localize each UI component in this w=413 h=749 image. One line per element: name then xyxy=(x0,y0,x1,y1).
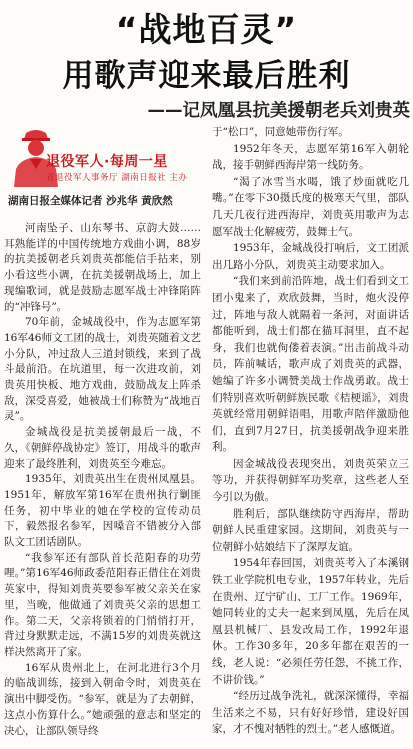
paragraph-continued: 于“松口”，同意她带伤行军。 xyxy=(212,126,349,138)
paragraph: “我们来到前沿阵地，战士们看到文工团小鬼来了，欢欣鼓舞，当时，炮火没停过，阵地与敌人就隔着一条河，对面讲话都能听到，战士们都在猫耳洞里，直不起身，我们也就佝偻着表演。”出击前战斗动员，阵前喊话，歌声成了刘贵英的武器，她编了许多小调赞美战士作战勇敢。战士们特别喜欢听朝鲜族民歌《桔梗谣》，刘贵英就经常用朝鲜语唱，用歌声陪伴激励他们，直到7月27日，抗美援朝战争迎来胜利。 xyxy=(212,275,409,454)
paragraph: “我参军还有部队首长范阳春的功劳哩。”第16军46师政委范阳春正借住在刘贵英家中，得知刘贵英要参军被父亲关在家里，当晚，他做通了刘贵英父亲的思想工作。第二天，父亲将锁着的门悄悄打开，背过身默默走远，不满15岁的刘贵英就这样决然离开了家。 xyxy=(4,551,201,658)
paragraph: 1954年春回国，刘贵英考入了本溪钢铁工业学院机电专业，1957年转业，先后在贵州、辽宁矿山、工厂工作。1969年，她同转业的丈夫一起来到凤凰，先后在凤凰县机械厂、县发改局工作，1992年退休。工作30多年，20多年都在艰苦的一线，老人说：“必须任劳任怨，不挑工作，不讲价钱。” xyxy=(212,557,409,686)
paragraph: 1952年冬天，志愿军第16军入朝轮战，接手朝鲜西海岸第一线防务。 xyxy=(212,142,409,172)
column-organizers: 省退役军人事务厅 湖南日报社 主办 xyxy=(46,173,188,183)
paragraph: 河南坠子、山东琴书、京韵大鼓……耳熟能详的中国传统地方戏曲小调，88岁的抗美援朝老兵刘贵英都能信手拈来，别小看这些小调，在抗美援朝战场上，加上现编歌词，就是鼓励志愿军战士冲锋陷阵的“冲锋号”。 xyxy=(4,222,201,313)
article-right-column xyxy=(212,124,409,738)
paragraph: 胜利后，部队继续防守西海岸，帮助朝鲜人民重建家园。这期间，刘贵英与一位朝鲜小姑娘结下了深厚友谊。 xyxy=(212,507,409,553)
headline-subtitle: ——记凤凰县抗美援朝老兵刘贵英 xyxy=(147,101,410,121)
paragraph: 1953年，金城战役打响后，文工团派出几路小分队，刘贵英主动要求加入。 xyxy=(212,242,409,271)
paragraph: 金城战役是抗美援朝最后一战，不久，《朝鲜停战协定》签订，用战斗的歌声迎来了最终胜利，刘贵英至今难忘。 xyxy=(4,426,201,470)
paragraph: 1935年，刘贵英出生在贵州凤凰县。1951年，解放军第16军在贵州执行剿匪任务，初中毕业的她在学校的宣传动员下，毅然报名参军，因嗓音不错被分入部队文工团话剧队。 xyxy=(4,473,201,549)
headline-second: 用歌声迎来最后胜利 xyxy=(62,58,351,94)
paragraph: “经历过战争洗礼，就深深懂得，幸福生活来之不易，只有好好珍惜，建设好国家，才不愧对牺牲的烈士。”老人感慨道。 xyxy=(212,690,409,736)
byline: 湖南日报全媒体记者 沙兆华 黄欣然 xyxy=(8,195,173,207)
article-left-column xyxy=(4,221,201,739)
column-name: 退役军人·每周一星 xyxy=(46,154,168,170)
paragraph: 16军从贵州北上，在河北进行3个月的临战训练，接到入朝命令时，刘贵英在演出中脚受伤。“参军，就是为了去朝鲜，这点小伤算什么。”她顽强的意志和坚定的决心，让部队领导终 xyxy=(4,661,201,737)
headline-main: “战地百灵” xyxy=(115,10,298,49)
paragraph: 70年前，金城战役中，作为志愿军第16军46师文工团的战士，刘贵英随着文艺小分队，冲过敌人三道封锁线，来到了战斗最前沿。在坑道里，每一次进攻前，刘贵英用快板、地方戏曲，鼓励战友上阵杀敌，深受喜爱，她被战士们称赞为“战地百灵”。 xyxy=(4,316,201,423)
paragraph: “渴了冰雪当水喝，饿了炒面就吃几嘴。”在零下30摄氏度的极寒天气里，部队几天几夜行进西海岸，刘贵英用歌声为志愿军战士化解疲劳，鼓舞士气。 xyxy=(212,175,409,238)
paragraph: 因金城战役表现突出，刘贵英荣立三等功，并获得朝鲜军功奖章，这些老人至今引以为傲。 xyxy=(212,457,409,504)
